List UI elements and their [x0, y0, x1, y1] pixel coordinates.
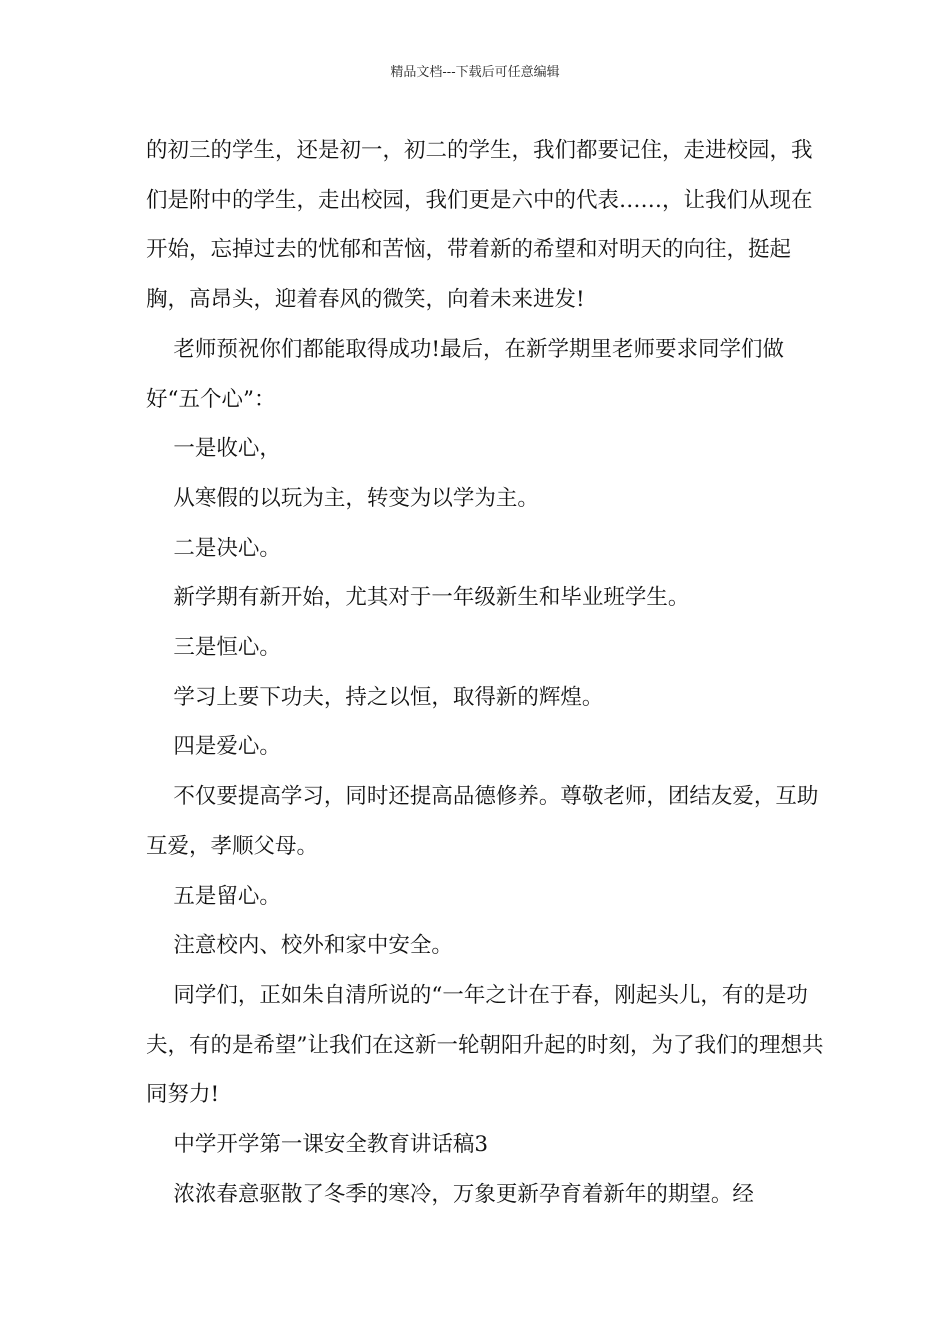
document-body — [146, 126, 826, 1219]
paragraph: 同学们，正如朱自清所说的“一年之计在于春，刚起头儿，有的是功夫，有的是希望”让我们在这新一轮朝阳升起的时刻，为了我们的理想共同努力! — [146, 982, 824, 1108]
paragraph: 新学期有新开始，尤其对于一年级新生和毕业班学生。 — [146, 585, 690, 611]
paragraph: 学习上要下功夫，持之以恒，取得新的辉煌。 — [146, 684, 604, 710]
paragraph: 三是恒心。 — [146, 635, 281, 661]
section-heading: 中学开学第一课安全教育讲话稿3 — [146, 1132, 489, 1158]
paragraph: 的初三的学生，还是初一，初二的学生，我们都要记住，走进校园，我们是附中的学生，走出校园，我们更是六中的代表……，让我们从现在开始，忘掉过去的忧郁和苦恼，带着新的希望和对明天的向往，挺起胸，高昂头，迎着春风的微笑，向着未来进发! — [146, 138, 813, 313]
paragraph: 二是决心。 — [146, 535, 281, 561]
paragraph: 不仅要提高学习，同时还提高品德修养。尊敬老师，团结友爱，互助互爱，孝顺父母。 — [146, 784, 819, 859]
paragraph: 一是收心， — [146, 436, 281, 462]
page-header: 精品文档---下载后可任意编辑 — [390, 65, 560, 80]
paragraph: 浓浓春意驱散了冬季的寒冷，万象更新孕育着新年的期望。经 — [146, 1181, 754, 1207]
paragraph: 四是爱心。 — [146, 734, 281, 760]
paragraph: 注意校内、校外和家中安全。 — [146, 933, 453, 959]
paragraph: 五是留心。 — [146, 883, 281, 909]
paragraph: 从寒假的以玩为主，转变为以学为主。 — [146, 485, 539, 511]
paragraph: 老师预祝你们都能取得成功!最后，在新学期里老师要求同学们做好“五个心”： — [146, 336, 784, 412]
